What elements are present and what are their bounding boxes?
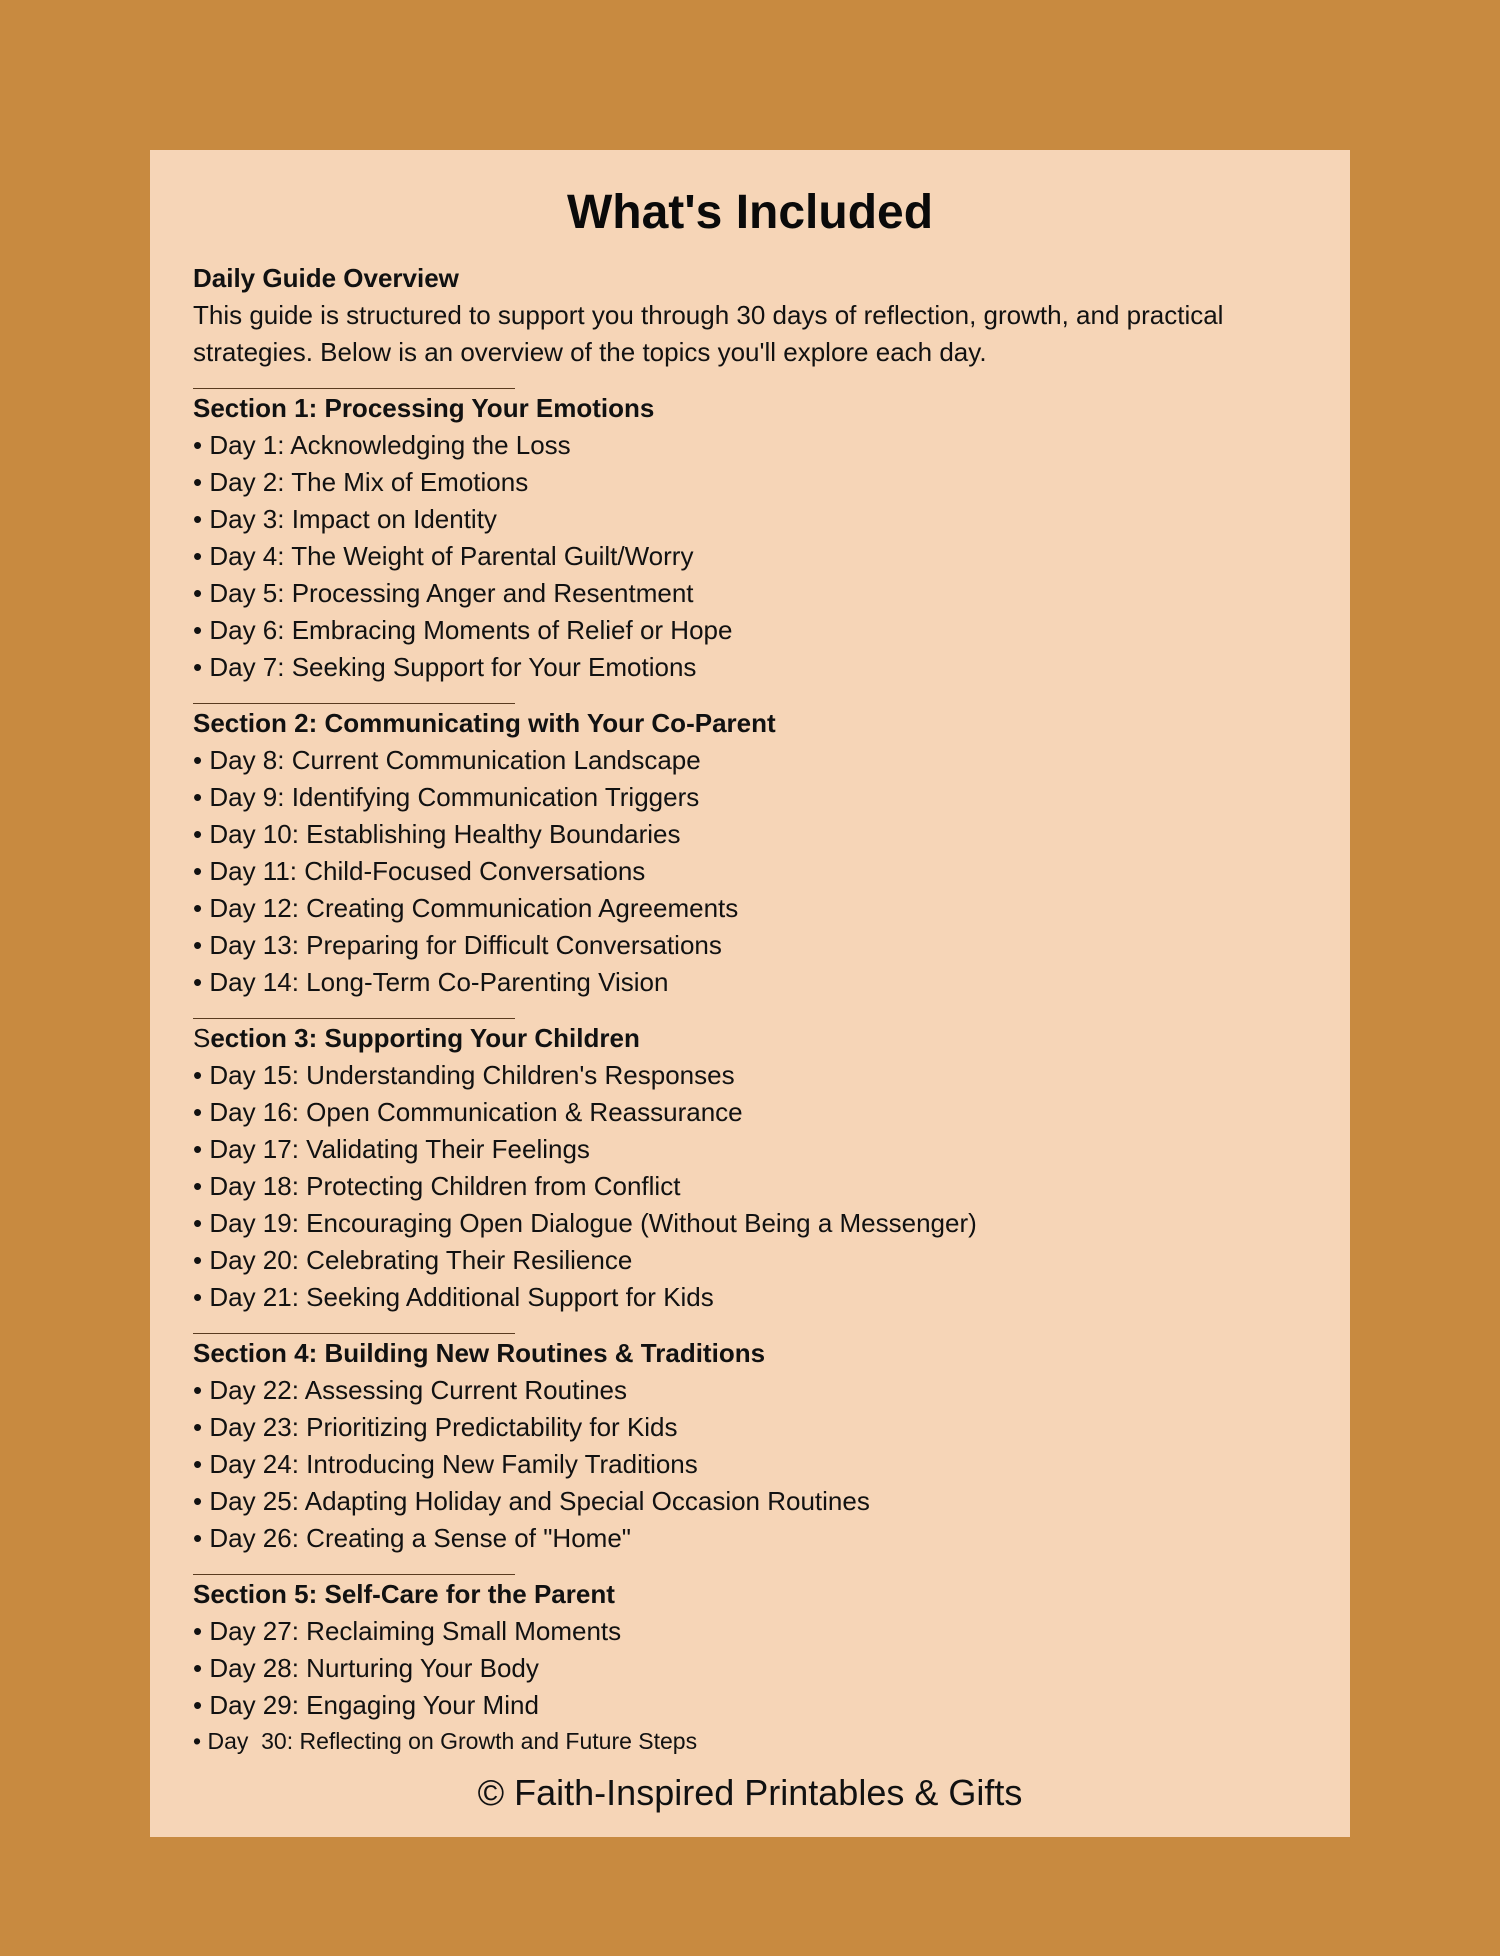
day-item: • Day 27: Reclaiming Small Moments xyxy=(193,1616,622,1646)
bullet-icon: • xyxy=(193,1171,203,1201)
bullet-icon: • xyxy=(193,504,203,534)
page-title: What's Included xyxy=(566,186,934,239)
day-item: • Day 18: Protecting Children from Conflict xyxy=(193,1171,681,1201)
day-item: • Day 29: Engaging Your Mind xyxy=(193,1690,539,1720)
day-item: • Day 2: The Mix of Emotions xyxy=(193,467,529,497)
day-item: • Day 9: Identifying Communication Triggers xyxy=(193,782,700,812)
bullet-icon: • xyxy=(193,856,203,886)
heading-text: ection 3: Supporting Your Children xyxy=(210,1023,640,1053)
overview-text: This guide is structured to support you through 30 days of reflection, growth, and practical strategies. Below is an overview of the topics you'll explore each day. xyxy=(193,300,1224,367)
day-item: • Day 30: Reflecting on Growth and Future Steps xyxy=(193,1728,698,1754)
section-divider xyxy=(193,1333,515,1334)
heading-text: ection 2: Communicating with Your Co-Parent xyxy=(210,708,776,738)
bullet-icon: • xyxy=(193,1616,203,1646)
bullet-icon: • xyxy=(193,430,203,460)
bullet-icon: • xyxy=(193,745,203,775)
copyright-footer: © Faith-Inspired Printables & Gifts xyxy=(477,1772,1023,1813)
bullet-icon: • xyxy=(193,1449,203,1479)
bullet-icon: • xyxy=(193,967,203,997)
heading-initial: S xyxy=(193,1579,211,1609)
section-5-heading xyxy=(193,1576,1313,1613)
day-item: • Day 16: Open Communication & Reassurance xyxy=(193,1097,743,1127)
heading-initial: S xyxy=(193,708,211,738)
bullet-icon: • xyxy=(193,782,203,812)
day-item: • Day 21: Seeking Additional Support for Kids xyxy=(193,1282,714,1312)
section-divider xyxy=(193,703,515,704)
bullet-icon: • xyxy=(193,819,203,849)
day-item: • Day 17: Validating Their Feelings xyxy=(193,1134,590,1164)
day-item: • Day 10: Establishing Healthy Boundaries xyxy=(193,819,681,849)
bullet-icon: • xyxy=(193,930,203,960)
section-3-heading xyxy=(193,1020,1313,1057)
day-item: • Day 5: Processing Anger and Resentment xyxy=(193,578,694,608)
bullet-icon: • xyxy=(193,467,203,497)
heading-text: ection 1: Processing Your Emotions xyxy=(210,393,655,423)
section-4-heading xyxy=(193,1335,1313,1372)
day-item: • Day 12: Creating Communication Agreements xyxy=(193,893,739,923)
day-item: • Day 15: Understanding Children's Responses xyxy=(193,1060,735,1090)
bullet-icon: • xyxy=(193,1486,203,1516)
day-item: • Day 25: Adapting Holiday and Special Occasion Routines xyxy=(193,1486,870,1516)
day-item: • Day 20: Celebrating Their Resilience xyxy=(193,1245,633,1275)
day-item: • Day 24: Introducing New Family Traditions xyxy=(193,1449,698,1479)
overview-heading: Daily Guide Overview xyxy=(193,263,459,293)
bullet-icon: • xyxy=(193,615,203,645)
day-item: • Day 26: Creating a Sense of "Home" xyxy=(193,1523,632,1553)
bullet-icon: • xyxy=(193,1690,203,1720)
content-body xyxy=(193,260,1313,1759)
bullet-icon: • xyxy=(193,1060,203,1090)
day-item: • Day 1: Acknowledging the Loss xyxy=(193,430,571,460)
section-1-heading xyxy=(193,390,1313,427)
section-divider xyxy=(193,388,515,389)
day-item: • Day 23: Prioritizing Predictability for Kids xyxy=(193,1412,678,1442)
day-item: • Day 3: Impact on Identity xyxy=(193,504,497,534)
heading-text: ection 4: Building New Routines & Traditions xyxy=(210,1338,766,1368)
day-item: • Day 13: Preparing for Difficult Conversations xyxy=(193,930,722,960)
section-2-heading xyxy=(193,705,1313,742)
bullet-icon: • xyxy=(193,1728,202,1754)
bullet-icon: • xyxy=(193,1282,203,1312)
day-item: • Day 14: Long-Term Co-Parenting Vision xyxy=(193,967,669,997)
bullet-icon: • xyxy=(193,893,203,923)
bullet-icon: • xyxy=(193,652,203,682)
bullet-icon: • xyxy=(193,1523,203,1553)
heading-initial: S xyxy=(193,393,211,423)
bullet-icon: • xyxy=(193,1653,203,1683)
heading-initial: S xyxy=(193,1338,211,1368)
day-item: • Day 28: Nurturing Your Body xyxy=(193,1653,539,1683)
bullet-icon: • xyxy=(193,1134,203,1164)
bullet-icon: • xyxy=(193,1097,203,1127)
bullet-icon: • xyxy=(193,1208,203,1238)
day-item: • Day 7: Seeking Support for Your Emotions xyxy=(193,652,697,682)
bullet-icon: • xyxy=(193,1412,203,1442)
day-item: • Day 4: The Weight of Parental Guilt/Worry xyxy=(193,541,694,571)
content-panel xyxy=(150,150,1350,1837)
heading-text: ection 5: Self-Care for the Parent xyxy=(210,1579,615,1609)
bullet-icon: • xyxy=(193,578,203,608)
day-item: • Day 8: Current Communication Landscape xyxy=(193,745,701,775)
section-divider xyxy=(193,1018,515,1019)
day-item: • Day 19: Encouraging Open Dialogue (Without Being a Messenger) xyxy=(193,1208,977,1238)
section-divider xyxy=(193,1574,515,1575)
bullet-icon: • xyxy=(193,1245,203,1275)
bullet-icon: • xyxy=(193,541,203,571)
day-item: • Day 6: Embracing Moments of Relief or Hope xyxy=(193,615,733,645)
heading-initial: S xyxy=(193,1023,211,1053)
bullet-icon: • xyxy=(193,1375,203,1405)
day-item: • Day 22: Assessing Current Routines xyxy=(193,1375,627,1405)
day-item: • Day 11: Child-Focused Conversations xyxy=(193,856,646,886)
